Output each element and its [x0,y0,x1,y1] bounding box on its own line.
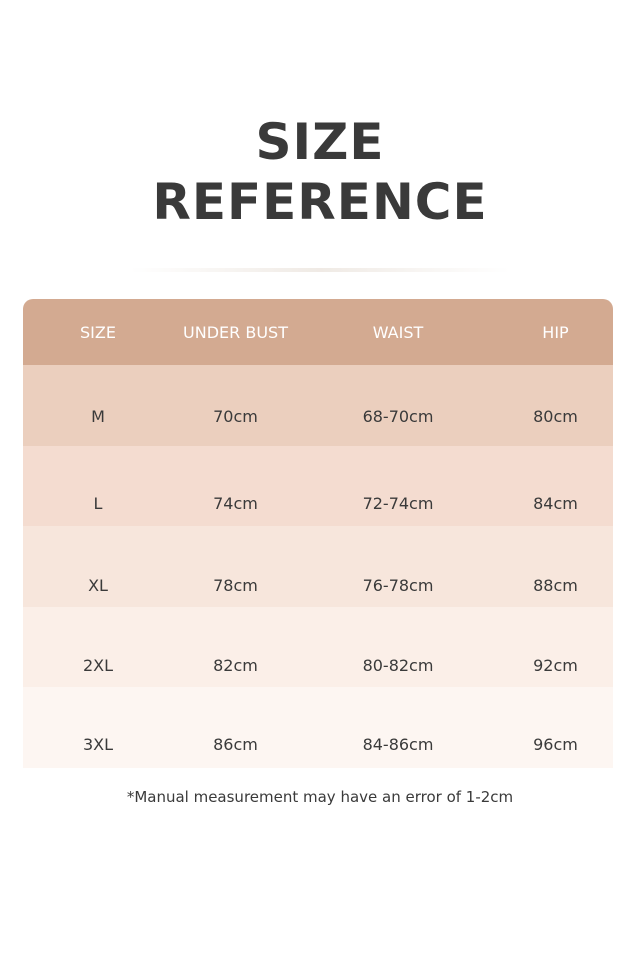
cell-waist: 84-86cm [362,735,434,754]
cell-size: 3XL [82,735,114,754]
header-under-bust: UNDER BUST [183,322,288,342]
table-row [23,607,613,687]
header-hip: HIP [542,322,569,342]
size-table [23,299,613,768]
cell-size: L [93,493,103,513]
cell-hip: 84cm [533,493,578,513]
cell-under-bust: 70cm [213,407,258,426]
cell-size: 2XL [82,655,114,675]
cell-waist: 80-82cm [362,655,434,675]
table-row [23,687,613,768]
cell-hip: 88cm [533,576,578,595]
cell-under-bust: 78cm [213,576,258,595]
cell-hip: 96cm [533,735,578,754]
title-line-2: REFERENCE [152,173,488,231]
table-row [23,526,613,607]
cell-waist: 68-70cm [362,407,434,426]
measurement-note: *Manual measurement may have an error of 1-2cm [126,788,514,806]
cell-size: M [91,407,105,426]
page-title [0,112,640,232]
header-waist: WAIST [372,322,424,342]
cell-under-bust: 82cm [213,655,258,675]
cell-under-bust: 86cm [213,735,258,754]
table-header-row [23,299,613,365]
cell-waist: 76-78cm [362,576,434,595]
cell-hip: 80cm [533,407,578,426]
table-row [23,365,613,446]
cell-size: XL [88,576,108,595]
cell-under-bust: 74cm [213,493,258,513]
decorative-divider [130,268,510,272]
cell-waist: 72-74cm [362,493,434,513]
header-size: SIZE [80,322,116,342]
table-row [23,446,613,526]
title-line-1: SIZE [255,113,385,171]
cell-hip: 92cm [533,655,578,675]
